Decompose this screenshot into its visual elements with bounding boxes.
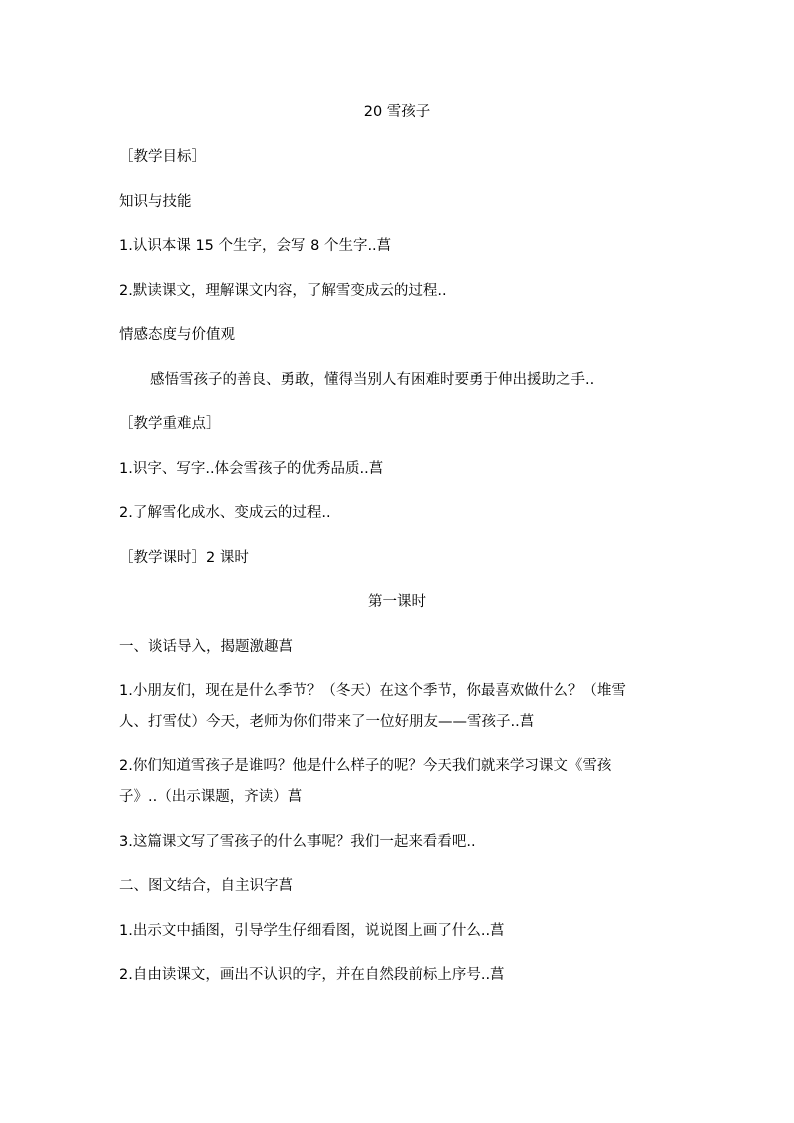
section1-item2-line2: 子》..（出示课题，齐读）菖 [119,789,303,805]
section1-item2-line1: 2.你们知道雪孩子是谁吗？他是什么样子的呢？今天我们就来学习课文《雪孩 [119,758,612,774]
objectives-heading: ［教学目标］ [119,149,206,165]
page-title: 20 雪孩子 [363,104,431,120]
section2-heading: 二、图文结合，自主识字菖 [119,878,293,894]
section1-heading: 一、谈话导入，揭题激趣菖 [119,639,293,655]
section2-item2: 2.自由读课文，画出不认识的字，并在自然段前标上序号..菖 [119,967,505,983]
teaching-hours: ［教学课时］2 课时 [119,550,249,566]
section1-item1-line1: 1.小朋友们，现在是什么季节？（冬天）在这个季节，你最喜欢做什么？（堆雪 [119,683,626,699]
keypoint-item-1: 1.识字、写字..体会雪孩子的优秀品质..菖 [119,461,384,477]
knowledge-item-1: 1.认识本课 15 个生字，会写 8 个生字..菖 [119,238,392,254]
keypoints-heading: ［教学重难点］ [119,416,221,432]
keypoint-item-2: 2.了解雪化成水、变成云的过程.. [119,505,331,521]
section2-item1: 1.出示文中插图，引导学生仔细看图，说说图上画了什么..菖 [119,923,505,939]
lesson-heading: 第一课时 [368,594,426,610]
section1-item3: 3.这篇课文写了雪孩子的什么事呢？我们一起来看看吧.. [119,834,476,850]
section1-item1-line2: 人、打雪仗）今天，老师为你们带来了一位好朋友——雪孩子..菖 [119,714,535,730]
knowledge-heading: 知识与技能 [119,194,192,210]
emotion-heading: 情感态度与价值观 [119,327,235,343]
emotion-text: 感悟雪孩子的善良、勇敢，懂得当别人有困难时要勇于伸出援助之手.. [150,372,595,388]
knowledge-item-2: 2.默读课文，理解课文内容，了解雪变成云的过程.. [119,283,447,299]
